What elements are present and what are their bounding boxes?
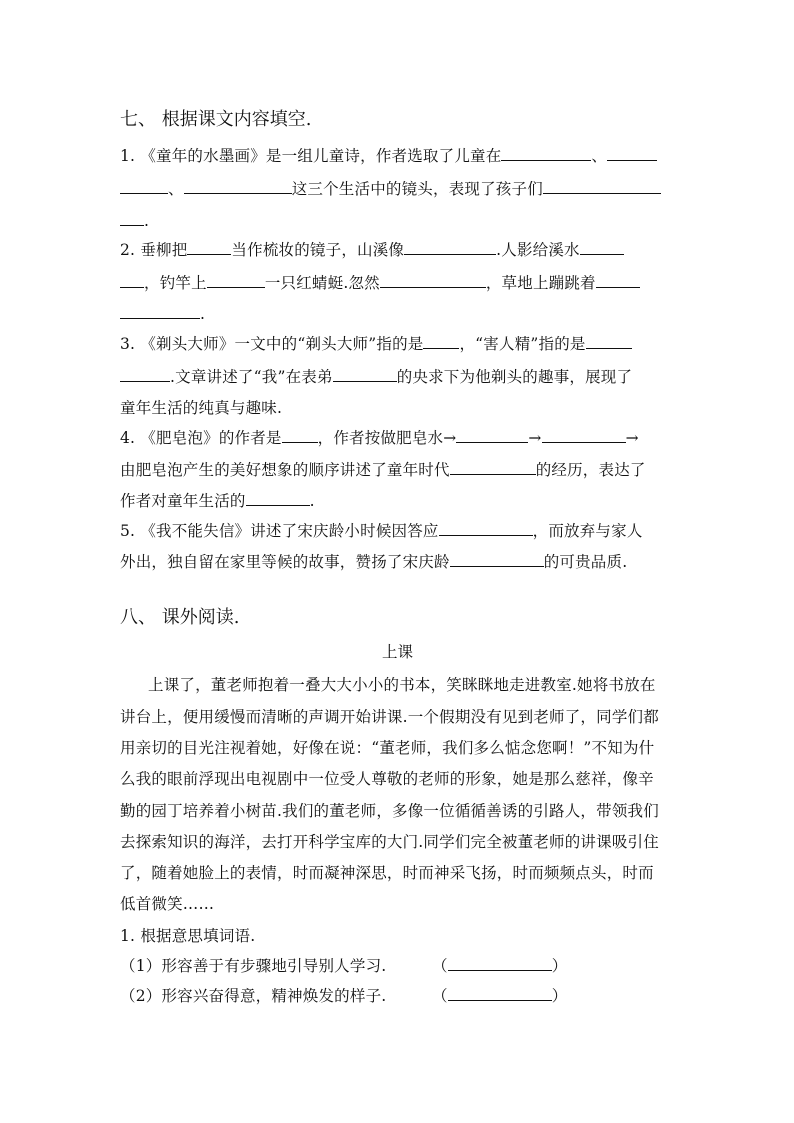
q2-blank-4[interactable] bbox=[207, 273, 265, 288]
q5-blank-1[interactable] bbox=[439, 521, 533, 536]
q2-text-a: 2. 垂柳把 bbox=[120, 241, 188, 259]
q2-blank-3b[interactable] bbox=[120, 273, 144, 288]
item-1-answer-blank[interactable] bbox=[448, 956, 552, 971]
reading-q1-item-2 bbox=[120, 986, 675, 1006]
q1-blank-4b[interactable] bbox=[120, 211, 144, 226]
item-1-close-paren: ） bbox=[551, 957, 568, 975]
q3-text-c: .文章讲述了“我”在表弟 bbox=[170, 368, 333, 386]
q4-text-b: ，作者按做肥皂水→ bbox=[317, 429, 457, 447]
q3-blank-3[interactable] bbox=[333, 367, 397, 382]
q4-blank-4[interactable] bbox=[450, 460, 536, 475]
q1-line-2 bbox=[120, 179, 675, 199]
q3-blank-2a[interactable] bbox=[586, 334, 632, 349]
q2-blank-2[interactable] bbox=[404, 240, 496, 255]
q3-line-3 bbox=[120, 398, 675, 418]
q1-line-3 bbox=[120, 211, 675, 231]
q4-blank-5[interactable] bbox=[246, 491, 310, 506]
q3-line-2 bbox=[120, 367, 675, 387]
q2-blank-6b[interactable] bbox=[120, 304, 200, 319]
q4-text-g: 作者对童年生活的 bbox=[120, 492, 246, 510]
passage-line-4: 么我的眼前浮现出电视剧中一位受人尊敬的老师的形象，她是那么慈祥，像辛 bbox=[120, 770, 654, 788]
q1-blank-4a[interactable] bbox=[543, 179, 661, 194]
q5-blank-2[interactable] bbox=[450, 552, 544, 567]
section-8-title: 八、 课外阅读. bbox=[120, 607, 240, 628]
q3-line-1 bbox=[120, 334, 675, 354]
q4-line-3 bbox=[120, 491, 675, 511]
q4-arrow-2: → bbox=[625, 429, 639, 447]
q5-line-2 bbox=[120, 552, 675, 572]
q4-text-a: 4. 《肥皂泡》的作者是 bbox=[120, 429, 282, 447]
item-2-answer-blank[interactable] bbox=[448, 986, 552, 1001]
q2-text-c: .人影给溪水 bbox=[496, 241, 580, 259]
q1-text-e: . bbox=[144, 212, 150, 230]
q2-text-b: 当作梳妆的镜子，山溪像 bbox=[231, 241, 405, 259]
q1-line-1 bbox=[120, 146, 675, 166]
q1-text-a: 1. 《童年的水墨画》是一组儿童诗，作者选取了儿童在 bbox=[120, 147, 502, 165]
q1-blank-3[interactable] bbox=[184, 179, 292, 194]
q4-text-f: 的经历，表达了 bbox=[535, 461, 646, 479]
q2-line-3 bbox=[120, 304, 675, 324]
section-7-title: 七、 根据课文内容填空. bbox=[120, 109, 312, 130]
passage-line-1: 上课了，董老师抱着一叠大大小小的书本，笑眯眯地走进教室.她将书放在 bbox=[148, 676, 656, 694]
q1-text-d: 这三个生活中的镜头，表现了孩子们 bbox=[291, 180, 543, 198]
q2-blank-6a[interactable] bbox=[596, 273, 640, 288]
passage-line-3: 用亲切的目光注视着她，好像在说：“董老师，我们多么惦念您啊！”不知为什 bbox=[120, 739, 655, 757]
q1-text-b: 、 bbox=[591, 147, 608, 165]
q2-blank-1[interactable] bbox=[187, 240, 231, 255]
item-1-text: （1）形容善于有步骤地引导别人学习. bbox=[120, 957, 387, 975]
q2-line-1 bbox=[120, 240, 675, 260]
reading-q1-title: 1. 根据意思填词语. bbox=[120, 927, 256, 945]
q3-text-d: 的央求下为他剃头的趣事，展现了 bbox=[396, 368, 633, 386]
q2-line-2 bbox=[120, 273, 675, 293]
q2-text-e: 一只红蜻蜓.忽然 bbox=[264, 274, 380, 292]
q1-blank-1[interactable] bbox=[501, 146, 591, 161]
q3-text-a: 3. 《剃头大师》一文中的“剃头大师”指的是 bbox=[120, 335, 424, 353]
passage-line-6: 去探索知识的海洋，去打开科学宝库的大门.同学们完全被董老师的讲课吸引住 bbox=[120, 833, 659, 851]
q4-line-2 bbox=[120, 460, 675, 480]
q2-blank-3a[interactable] bbox=[580, 240, 624, 255]
q2-text-g: . bbox=[200, 305, 206, 323]
q5-text-a: 5. 《我不能失信》讲述了宋庆龄小时候因答应 bbox=[120, 522, 439, 540]
q4-blank-2[interactable] bbox=[456, 428, 528, 443]
q4-blank-3[interactable] bbox=[542, 428, 626, 443]
q3-text-b: ，“害人精”指的是 bbox=[459, 335, 586, 353]
passage-line-8: 低首微笑…… bbox=[120, 895, 215, 913]
q3-text-e: 童年生活的纯真与趣味. bbox=[120, 399, 283, 417]
q4-text-h: . bbox=[309, 492, 315, 510]
reading-q1-item-1 bbox=[120, 956, 675, 976]
q2-blank-5[interactable] bbox=[380, 273, 486, 288]
q5-text-d: 的可贵品质. bbox=[543, 553, 628, 571]
passage-title: 上课 bbox=[381, 643, 413, 661]
q3-blank-1[interactable] bbox=[423, 334, 459, 349]
q2-text-d: ，钓竿上 bbox=[144, 274, 207, 292]
q5-text-b: ，而放弃与家人 bbox=[532, 522, 643, 540]
q4-line-1 bbox=[120, 428, 675, 448]
q4-blank-1[interactable] bbox=[282, 428, 318, 443]
q4-arrow-1: → bbox=[528, 429, 542, 447]
passage-line-2: 讲台上，便用缓慢而清晰的声调开始讲课.一个假期没有见到老师了，同学们都 bbox=[120, 708, 659, 726]
q5-line-1 bbox=[120, 521, 675, 541]
item-2-close-paren: ） bbox=[551, 987, 568, 1005]
item-2-text: （2）形容兴奋得意，精神焕发的样子. bbox=[120, 987, 387, 1005]
q2-text-f: ，草地上蹦跳着 bbox=[485, 274, 596, 292]
q3-blank-2b[interactable] bbox=[120, 367, 170, 382]
item-1-open-paren: （ bbox=[432, 957, 448, 975]
passage-line-7: 了，随着她脸上的表情，时而凝神深思，时而神采飞扬，时而频频点头，时而 bbox=[120, 864, 654, 882]
passage-line-5: 勤的园丁培养着小树苗.我们的董老师，多像一位循循善诱的引路人，带领我们 bbox=[120, 802, 659, 820]
q1-blank-2b[interactable] bbox=[120, 179, 168, 194]
q4-text-e: 由肥皂泡产生的美好想象的顺序讲述了童年时代 bbox=[120, 461, 450, 479]
item-2-open-paren: （ bbox=[432, 987, 448, 1005]
q1-blank-2a[interactable] bbox=[607, 146, 657, 161]
q1-text-c: 、 bbox=[168, 180, 184, 198]
q5-text-c: 外出，独自留在家里等候的故事，赞扬了宋庆龄 bbox=[120, 553, 450, 571]
